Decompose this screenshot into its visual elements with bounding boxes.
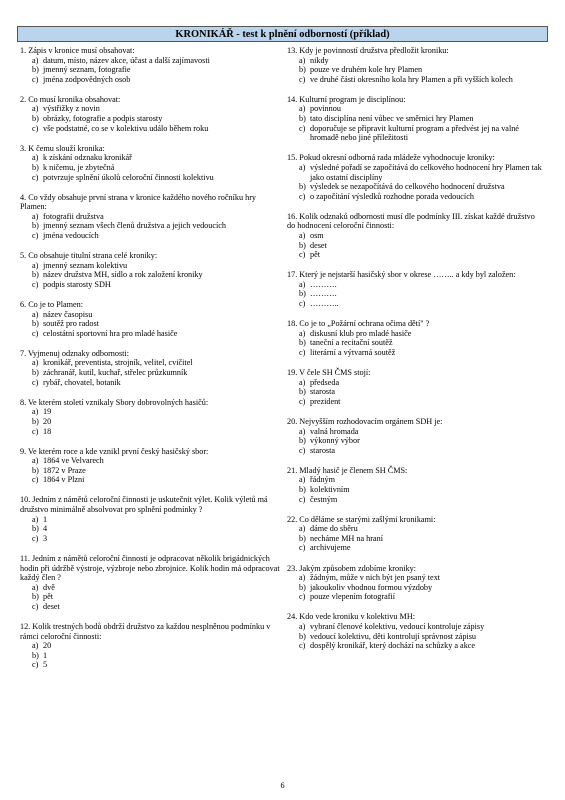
option-letter: a) [32,514,39,524]
option-text: žádným, může v nich být jen psaný text [310,573,441,583]
option-letter: c) [32,660,39,670]
question-text: 24. Kdo vede kroniku v kolektivu MH: [287,612,416,622]
option-text: jmenný seznam, fotografie [43,65,131,75]
question-text: 16. Kolik odznaků odbornosti musí dle podmínky III. získat každé družstvo do hodnocení celoroční činnosti: [287,211,535,231]
option-text: vše podstatné, co se v kolektivu událo během roku [43,123,209,133]
option-text: celostátní sportovní hra pro mladé hasiče [43,328,178,338]
answer-option [20,173,282,183]
question-text: 9. Ve kterém roce a kde vznikl první český hasičský sbor: [20,446,209,456]
option-text: 18 [43,426,52,436]
option-text: 20 [43,641,52,651]
option-text: taneční a recitační soutěž [310,338,393,348]
question-20 [287,417,545,455]
answer-option [287,241,545,251]
option-letter: b) [299,114,306,124]
answer-option [287,104,545,114]
option-text: starosta [310,387,336,397]
question-13 [287,46,545,84]
answer-option [20,602,282,612]
question-5 [20,251,282,289]
option-letter: b) [299,387,306,397]
option-letter: c) [299,592,306,602]
option-letter: a) [32,260,39,270]
answer-option [20,378,282,388]
option-text: k ničemu, je zbytečná [43,162,115,172]
question-19 [287,368,545,406]
option-letter: c) [299,74,306,84]
option-text: nikdy [310,55,329,65]
option-letter: c) [299,250,306,260]
question-text: 13. Kdy je povinností družstva předložit kroniku: [287,46,449,55]
question-22 [287,515,545,553]
answer-option [20,65,282,75]
option-text: 1 [43,650,48,660]
option-text: výsledek se nezapočítává do celkového hodnocení družstva [310,182,505,192]
question-text: 15. Pokud okresní odborná rada mládeže vyhodnocuje kroniky: [287,153,495,163]
option-text: jména zodpovědných osob [43,74,131,84]
option-text: jmenný seznam všech členů družstva a jejich vedoucích [43,221,227,231]
option-text: vybraní členové kolektivu, vedoucí kontroluje zápisy [310,622,485,631]
option-letter: a) [299,279,306,289]
answer-option [287,387,545,397]
question-4 [20,193,282,241]
answer-option [20,114,282,124]
option-text: 3 [43,533,48,543]
option-text: jmenný seznam kolektivu [43,260,128,270]
question-16 [287,212,545,260]
option-letter: c) [32,123,39,133]
option-text: 1864 ve Velvarech [43,456,104,466]
question-text: 7. Vyjmenuj odznaky odbornosti: [20,348,130,358]
answer-option [287,289,545,299]
option-text: diskusní klub pro mladé hasiče [310,328,412,338]
answer-option [20,310,282,320]
option-letter: a) [299,524,306,534]
option-letter: b) [299,289,306,299]
answer-option [20,466,282,476]
answer-option [287,495,545,505]
option-text: doporučuje se připravit kulturní program a předvést jej na valné hromadě nebo jiné příležitosti [310,123,519,143]
answer-option [20,280,282,290]
option-text: jména vedoucích [43,231,99,240]
answer-option [287,475,545,485]
question-text: 17. Který je nejstarší hasičský sbor v okrese …….. a kdy byl založen: [287,270,516,280]
answer-option [287,524,545,534]
answer-option [20,660,282,670]
option-letter: b) [32,221,39,231]
option-text: rybář, chovatel, botanik [43,377,121,387]
option-text: výstřižky z novin [43,104,100,114]
option-text: 1864 v Plzni [43,475,85,485]
option-letter: c) [32,74,39,84]
answer-option [287,534,545,544]
option-letter: b) [299,631,306,641]
option-letter: c) [32,475,39,485]
option-text: 19 [43,407,52,417]
option-text: pět [310,250,321,260]
question-23 [287,564,545,602]
option-letter: b) [32,319,39,329]
option-text: obrázky, fotografie a podpis starosty [43,114,163,124]
question-text: 23. Jakým způsobem zdobíme kroniky: [287,563,416,573]
option-letter: a) [32,407,39,417]
answer-option [20,524,282,534]
answer-option [287,75,545,85]
option-text: dáme do sběru [310,524,358,534]
option-letter: c) [32,601,39,611]
option-letter: a) [32,211,39,221]
option-letter: b) [299,582,306,592]
option-letter: a) [299,231,306,240]
answer-option [287,436,545,446]
answer-option [287,583,545,593]
answer-option [287,622,545,632]
option-letter: b) [299,338,306,348]
option-text: záchranář, kutil, kuchař, střelec průzkumník [43,368,188,378]
answer-option [20,56,282,66]
question-6 [20,300,282,338]
answer-option [287,163,545,182]
option-letter: a) [299,104,306,114]
option-text: čestným [310,494,338,504]
question-14 [287,95,545,143]
answer-option [287,250,545,260]
option-letter: c) [299,543,306,553]
option-letter: b) [32,368,39,378]
answer-option [20,358,282,368]
question-text: 19. V čele SH ČMS stojí: [287,368,371,378]
option-letter: b) [32,162,39,172]
option-text: povinnou [310,104,341,114]
option-text: literární a výtvarná soutěž [310,347,396,357]
option-text: pouze ve druhém kole hry Plamen [310,65,423,75]
option-letter: a) [299,162,306,172]
option-letter: b) [32,465,39,475]
answer-option [20,651,282,661]
answer-option [20,417,282,427]
question-text: 8. Ve kterém století vznikaly Sbory dobrovolných hasičů: [20,397,209,407]
option-letter: c) [32,426,39,436]
answer-option [20,592,282,602]
page-number: 6 [280,781,285,790]
option-text: název družstva MH, sídlo a rok založení kroniky [43,270,203,280]
answer-option [20,641,282,651]
answer-option [287,485,545,495]
option-letter: b) [32,524,39,534]
document-title: KRONIKÁŘ - test k plnění odborností (příklad) [17,26,548,42]
question-10 [20,495,282,543]
option-text: deset [310,240,327,250]
question-text: 6. Co je to Plamen: [20,299,83,309]
option-text: ve druhé části okresního kola hry Plamen a při vyšších kolech [310,74,513,84]
question-2 [20,95,282,133]
question-7 [20,349,282,387]
option-letter: b) [32,65,39,75]
option-letter: a) [32,582,39,592]
answer-option [20,153,282,163]
answer-option [287,329,545,339]
option-text: valná hromada [310,426,359,436]
option-text: necháme MH na hraní [310,533,383,543]
option-text: pět [43,592,54,602]
option-letter: a) [32,358,39,368]
option-letter: b) [299,436,306,446]
option-letter: b) [32,114,39,124]
option-text: dospělý kronikář, který dochází na schůzky a akce [310,641,476,651]
option-text: kolektivním [310,484,350,494]
option-text: vedoucí kolektivu, děti kontrolují správnost zápisu [310,631,476,641]
left-column [20,46,282,670]
answer-option [20,427,282,437]
answer-option [20,212,282,222]
option-letter: b) [32,592,39,602]
answer-option [287,65,545,75]
answer-option [287,632,545,642]
option-text: archivujeme [310,543,351,553]
option-letter: a) [32,641,39,651]
answer-option [287,124,545,143]
option-letter: b) [32,270,39,280]
question-1 [20,46,282,84]
option-letter: c) [32,328,39,338]
answer-option [20,319,282,329]
option-letter: a) [299,622,306,631]
question-text: 18. Co je to „Požární ochrana očima dětí" ? [287,319,430,329]
right-column [287,46,545,651]
option-letter: a) [299,426,306,436]
answer-option [20,583,282,593]
option-letter: a) [299,475,306,485]
question-text: 1. Zápis v kronice musí obsahovat: [20,46,135,55]
answer-option [287,338,545,348]
answer-option [20,407,282,417]
question-text: 14. Kulturní program je disciplínou: [287,94,406,104]
answer-option [20,231,282,241]
option-letter: c) [32,172,39,182]
option-letter: c) [32,533,39,543]
question-text: 22. Co děláme se starými zašlými kronikami: [287,514,436,524]
option-letter: c) [32,279,39,289]
answer-option [20,270,282,280]
answer-option [20,124,282,134]
option-text: osm [310,231,324,240]
answer-option [287,231,545,241]
option-text: předseda [310,377,340,387]
option-letter: a) [32,153,39,163]
option-text: dvě [43,582,55,592]
answer-option [20,534,282,544]
question-text: 11. Jedním z námětů celoroční činnosti je odpracovat několik brigádnických hodin při údržbě výstroje, výzbroje nebo zbrojnice. Kolik hodin má odpracovat každý člen ? [20,553,280,583]
option-letter: b) [299,182,306,192]
option-text: 1872 v Praze [43,465,86,475]
option-letter: a) [299,328,306,338]
option-letter: a) [32,104,39,114]
question-18 [287,319,545,357]
answer-option [20,515,282,525]
option-letter: c) [299,191,306,201]
option-text: 5 [43,660,48,670]
option-text: soutěž pro radost [43,319,99,329]
option-text: kronikář, preventista, strojník, velitel, cvičitel [43,358,193,368]
option-text: řádným [310,475,336,485]
option-letter: c) [299,494,306,504]
question-17 [287,270,545,308]
option-letter: a) [299,55,306,65]
answer-option [20,221,282,231]
answer-option [20,456,282,466]
question-8 [20,398,282,436]
answer-option [287,192,545,202]
answer-option [287,378,545,388]
answer-option [20,475,282,485]
option-letter: c) [32,377,39,387]
option-text: ………. [310,289,337,299]
answer-option [20,104,282,114]
option-text: podpis starosty SDH [43,279,111,289]
option-text: datum, místo, název akce, účast a další zajímavosti [43,55,210,65]
option-text: název časopisu [43,309,93,319]
answer-option [287,592,545,602]
option-text: prezident [310,396,341,406]
answer-option [20,329,282,339]
option-text: fotografii družstva [43,211,104,221]
answer-option [287,641,545,651]
option-letter: a) [32,55,39,65]
option-letter: b) [32,650,39,660]
question-text: 21. Mladý hasič je členem SH ČMS: [287,465,408,475]
question-text: 5. Co obsahuje titulní strana celé kroniky: [20,251,158,261]
option-text: jakoukoliv vhodnou formou výzdoby [310,582,433,592]
option-text: starosta [310,445,336,455]
option-text: pouze vlepením fotografií [310,592,396,602]
option-text: výsledné pořadí se započítává do celkového hodnocení hry Plamen tak jako ostatní disciplíny [310,162,542,182]
answer-option [287,56,545,66]
answer-option [287,446,545,456]
option-letter: b) [299,65,306,75]
option-letter: b) [32,416,39,426]
question-text: 10. Jedním z námětů celoroční činnosti je uskutečnit výlet. Kolik výletů má družstvo minimálně absolvovat pro splnění podmínky ? [20,495,268,515]
question-text: 3. K čemu slouží kronika: [20,143,105,153]
option-letter: a) [32,456,39,466]
question-9 [20,447,282,485]
option-text: o započítání výsledků rozhodne porada vedoucích [310,191,474,201]
option-letter: c) [299,123,306,133]
option-letter: c) [299,445,306,455]
question-12 [20,622,282,670]
answer-option [20,75,282,85]
question-text: 20. Nejvyšším rozhodovacím orgánem SDH je: [287,416,443,426]
option-letter: c) [299,396,306,406]
answer-option [287,397,545,407]
option-text: potvrzuje splnění úkolů celoroční činnosti kolektivu [43,172,214,182]
question-3 [20,144,282,182]
question-21 [287,466,545,504]
answer-option [287,182,545,192]
option-letter: c) [299,299,306,309]
option-letter: a) [32,309,39,319]
option-letter: c) [32,231,39,240]
option-letter: c) [299,347,306,357]
option-text: 4 [43,524,48,534]
question-text: 4. Co vždy obsahuje první strana v kronice každého nového ročníku hry Plamen: [20,192,257,212]
answer-option [287,114,545,124]
question-text: 2. Co musí kronika obsahovat: [20,94,121,104]
question-11 [20,554,282,612]
option-text: ………. [310,279,337,289]
answer-option [20,163,282,173]
option-letter: b) [299,240,306,250]
option-letter: a) [299,377,306,387]
answer-option [287,543,545,553]
option-text: 1 [43,514,48,524]
option-letter: a) [299,573,306,583]
option-text: 20 [43,416,52,426]
question-text: 12. Kolik trestných bodů obdrží družstvo za každou nesplněnou podmínku v rámci celoroční činnosti: [20,622,271,641]
answer-option [287,427,545,437]
answer-option [287,573,545,583]
option-text: k získání odznaku kronikář [43,153,132,163]
option-text: ……….. [310,299,339,309]
option-text: tato disciplína není vůbec ve směrnici hry Plamen [310,114,474,124]
answer-option [287,348,545,358]
question-15 [287,153,545,201]
option-letter: c) [299,641,306,651]
question-24 [287,612,545,650]
answer-option [287,280,545,290]
answer-option [20,368,282,378]
option-letter: b) [299,484,306,494]
answer-option [20,261,282,271]
answer-option [287,299,545,309]
option-text: deset [43,601,60,611]
option-text: výkonný výbor [310,436,360,446]
option-letter: b) [299,533,306,543]
